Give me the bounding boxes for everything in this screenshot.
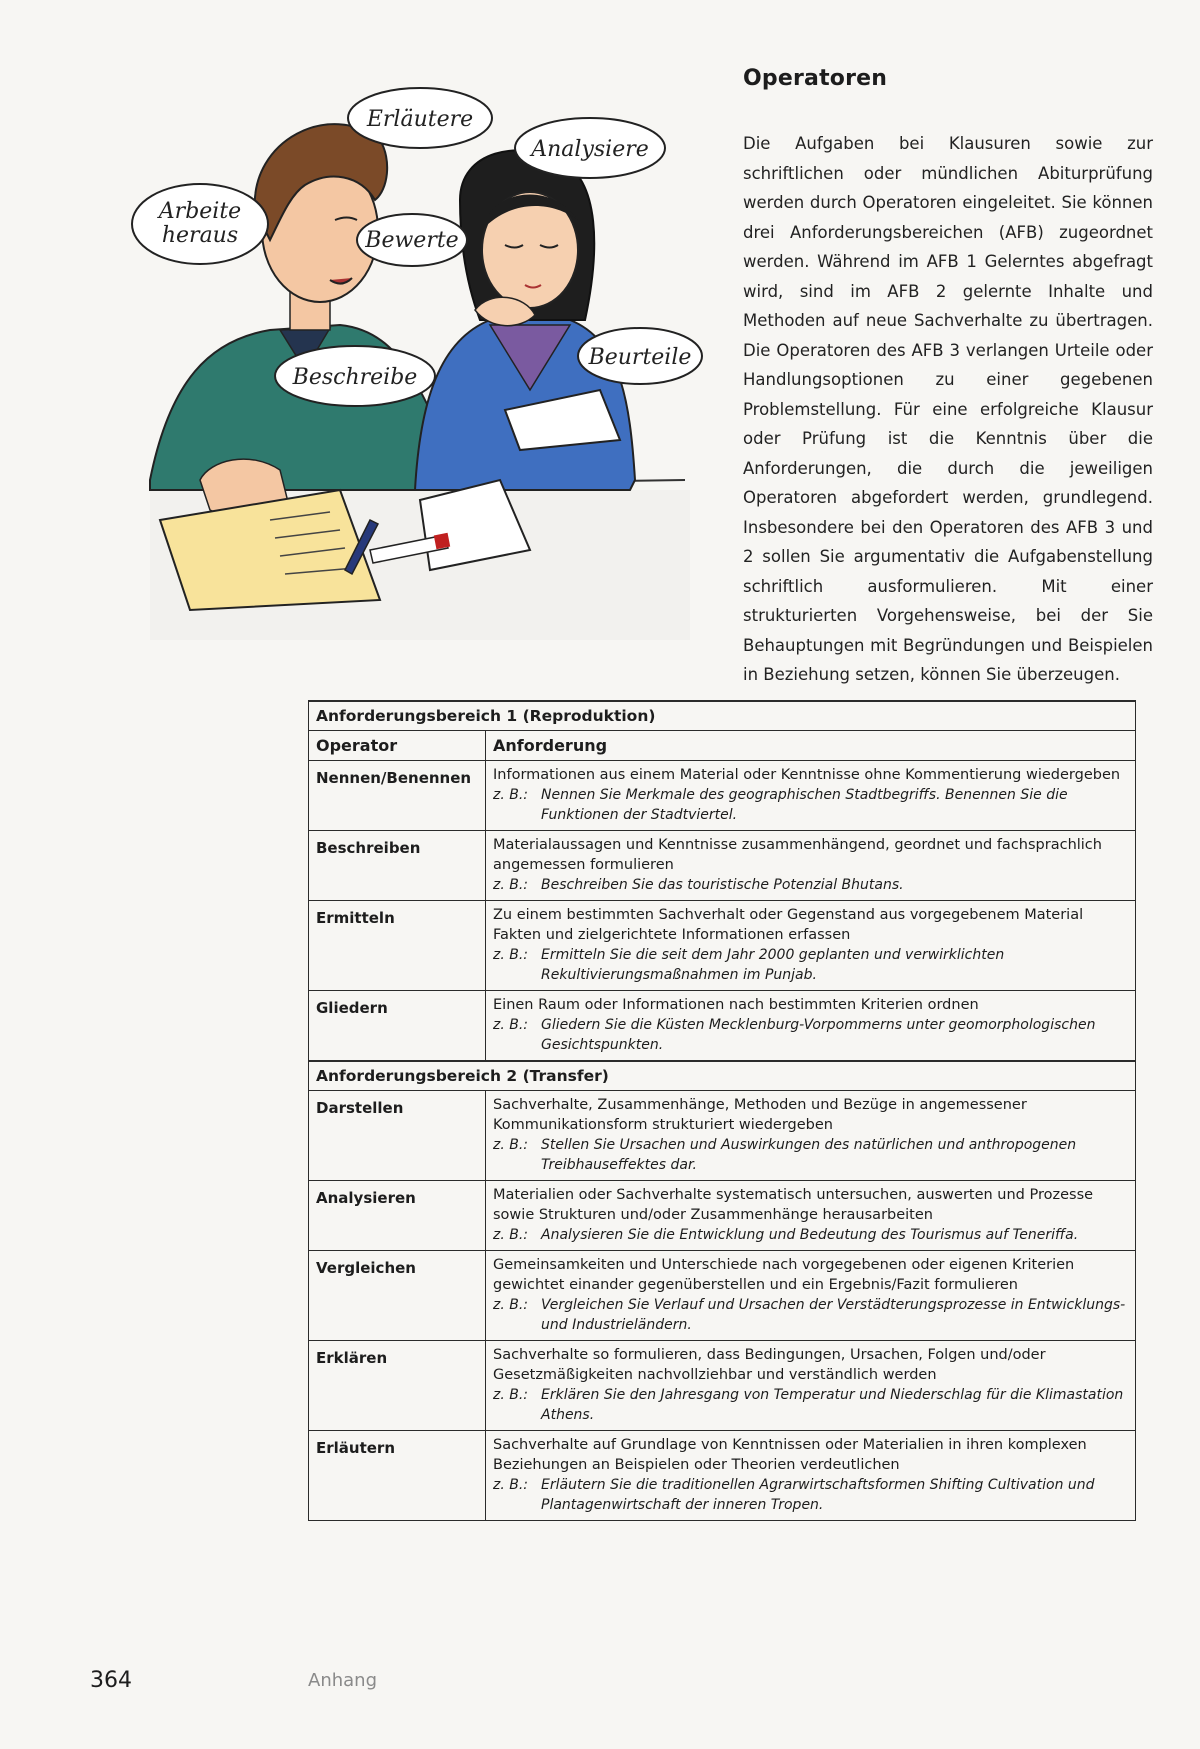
operator-name: Gliedern (309, 991, 486, 1062)
operator-name: Erklären (309, 1341, 486, 1431)
requirement-cell (486, 1341, 1136, 1431)
requirement-text: Informationen aus einem Material oder Kenntnisse ohne Kommentierung wiedergeben (493, 767, 1121, 783)
example (493, 1225, 1128, 1245)
example-text: Analysieren Sie die Entwicklung und Bedeutung des Tourismus auf Teneriffa. (541, 1227, 1079, 1243)
requirement-text: Einen Raum oder Informationen nach bestimmten Kriterien ordnen (493, 997, 979, 1013)
svg-text:Beurteile: Beurteile (588, 345, 692, 370)
table-row (309, 991, 1136, 1062)
requirement-cell (486, 831, 1136, 901)
example-label: z. B.: (493, 1297, 529, 1313)
operator-name: Erläutern (309, 1431, 486, 1521)
example-label: z. B.: (493, 787, 529, 803)
requirement-text: Sachverhalte auf Grundlage von Kenntnissen oder Materialien in ihren komplexen Beziehungen an Beispielen oder Theorien verdeutlichen (493, 1437, 1087, 1473)
table-row (309, 901, 1136, 991)
column-header-anforderung: Anforderung (486, 731, 1136, 761)
bubble-analysiere (515, 118, 665, 178)
requirement-text: Gemeinsamkeiten und Unterschiede nach vorgegebenen oder eigenen Kriterien gewichtet einander gegenüberstellen und ein Ergebnis/Fazit formulieren (493, 1257, 1075, 1293)
example-text: Ermitteln Sie die seit dem Jahr 2000 geplanten und verwirklichten Rekultivierungsmaßnahmen im Punjab. (541, 947, 1005, 983)
example-label: z. B.: (493, 947, 529, 963)
operator-name: Darstellen (309, 1091, 486, 1181)
example-label: z. B.: (493, 1017, 529, 1033)
bubble-arbeite-heraus (132, 184, 268, 264)
example-text: Gliedern Sie die Küsten Mecklenburg-Vorpommerns unter geomorphologischen Gesichtspunkten. (541, 1017, 1096, 1053)
example (493, 875, 1128, 895)
table-row (309, 1251, 1136, 1341)
requirement-cell (486, 761, 1136, 831)
table-row (309, 1181, 1136, 1251)
bubble-beurteile (578, 328, 702, 384)
operatoren-intro (743, 66, 1153, 690)
page-number: 364 (90, 1668, 132, 1693)
example-text: Erläutern Sie die traditionellen Agrarwirtschaftsformen Shifting Cultivation und Plantagenwirtschaft der inneren Tropen. (541, 1477, 1095, 1513)
bubble-beschreibe (275, 346, 435, 406)
example-label: z. B.: (493, 1227, 529, 1243)
requirement-cell (486, 901, 1136, 991)
requirement-text: Materialaussagen und Kenntnisse zusammenhängend, geordnet und fachsprachlich angemessen formulieren (493, 837, 1102, 873)
example (493, 945, 1128, 985)
operator-name: Nennen/Benennen (309, 761, 486, 831)
afb2-title: Anforderungsbereich 2 (Transfer) (309, 1061, 1136, 1091)
example-text: Vergleichen Sie Verlauf und Ursachen der Verstädterungsprozesse in Entwicklungs- und Industrieländern. (541, 1297, 1126, 1333)
afb1-header-row (309, 701, 1136, 731)
requirement-text: Sachverhalte so formulieren, dass Bedingungen, Ursachen, Folgen und/oder Gesetzmäßigkeiten nachvollziehbar und verständlich werden (493, 1347, 1046, 1383)
example-text: Nennen Sie Merkmale des geographischen Stadtbegriffs. Benennen Sie die Funktionen der Stadtviertel. (541, 787, 1068, 823)
table-row (309, 831, 1136, 901)
afb2-header-row (309, 1061, 1136, 1091)
page-section-label: Anhang (308, 1670, 377, 1691)
example-text: Beschreiben Sie das touristische Potenzial Bhutans. (541, 877, 904, 893)
requirement-text: Zu einem bestimmten Sachverhalt oder Gegenstand aus vorgegebenem Material Fakten und zielgerichtete Informationen erfassen (493, 907, 1084, 943)
example (493, 1135, 1128, 1175)
example-text: Stellen Sie Ursachen und Auswirkungen des natürlichen und anthropogenen Treibhauseffektes dar. (541, 1137, 1077, 1173)
example (493, 785, 1128, 825)
requirement-text: Materialien oder Sachverhalte systematisch untersuchen, auswerten und Prozesse sowie Strukturen und/oder Zusammenhänge herausarbeiten (493, 1187, 1094, 1223)
requirement-text: Sachverhalte, Zusammenhänge, Methoden und Bezüge in angemessener Kommunikationsform strukturiert wiedergeben (493, 1097, 1027, 1133)
svg-text:Analysiere: Analysiere (531, 137, 649, 162)
example (493, 1295, 1128, 1335)
requirement-cell (486, 1091, 1136, 1181)
svg-text:Beschreibe: Beschreibe (292, 365, 418, 390)
students-illustration (130, 80, 710, 640)
column-header-operator: Operator (309, 731, 486, 761)
table-row (309, 1091, 1136, 1181)
svg-text:Erläutere: Erläutere (366, 107, 474, 132)
table-row (309, 761, 1136, 831)
operator-name: Beschreiben (309, 831, 486, 901)
bubble-bewerte (357, 214, 467, 266)
afb1-title: Anforderungsbereich 1 (Reproduktion) (309, 701, 1136, 731)
operator-name: Ermitteln (309, 901, 486, 991)
bubble-erlaeutere (348, 88, 492, 148)
example-label: z. B.: (493, 1137, 529, 1153)
section-title: Operatoren (743, 66, 888, 91)
operator-name: Vergleichen (309, 1251, 486, 1341)
requirement-cell (486, 1181, 1136, 1251)
example-label: z. B.: (493, 877, 529, 893)
example (493, 1475, 1128, 1515)
example (493, 1385, 1128, 1425)
example (493, 1015, 1128, 1055)
operator-name: Analysieren (309, 1181, 486, 1251)
table-row (309, 1431, 1136, 1521)
requirement-cell (486, 1251, 1136, 1341)
example-label: z. B.: (493, 1387, 529, 1403)
intro-paragraph: Die Aufgaben bei Klausuren sowie zur schriftlichen oder mündlichen Abiturprüfung werden durch Operatoren eingeleitet. Sie können drei Anforderungsbereichen (AFB) zugeordnet werden. Während im AFB 1 Gelerntes abgefragt wird, sind im AFB 2 gelernte Inhalte und Methoden auf neue Sachverhalte zu übertragen. Die Operatoren des AFB 3 verlangen Urteile oder Handlungsoptionen zu einer gegebenen Problemstellung. Für eine erfolgreiche Klausur oder Prüfung ist die Kenntnis über die Anforderungen, die durch die jeweiligen Operatoren abgefordert werden, grundlegend. Insbesondere bei den Operatoren des AFB 3 und 2 sollen Sie argumentativ die Aufgabenstellung schriftlich ausformulieren. Mit einer strukturierten Vorgehensweise, bei der Sie Behauptungen mit Begründungen und Beispielen in Beziehung setzen, können Sie überzeugen. (743, 134, 1153, 684)
svg-text:heraus: heraus (161, 223, 239, 248)
svg-text:Bewerte: Bewerte (365, 228, 459, 253)
svg-text:Arbeite: Arbeite (158, 199, 242, 224)
example-text: Erklären Sie den Jahresgang von Temperatur und Niederschlag für die Klimastation Athens. (541, 1387, 1124, 1423)
example-label: z. B.: (493, 1477, 529, 1493)
requirement-cell (486, 991, 1136, 1062)
operator-table (308, 700, 1136, 1521)
table-row (309, 1341, 1136, 1431)
column-header-row (309, 731, 1136, 761)
requirement-cell (486, 1431, 1136, 1521)
